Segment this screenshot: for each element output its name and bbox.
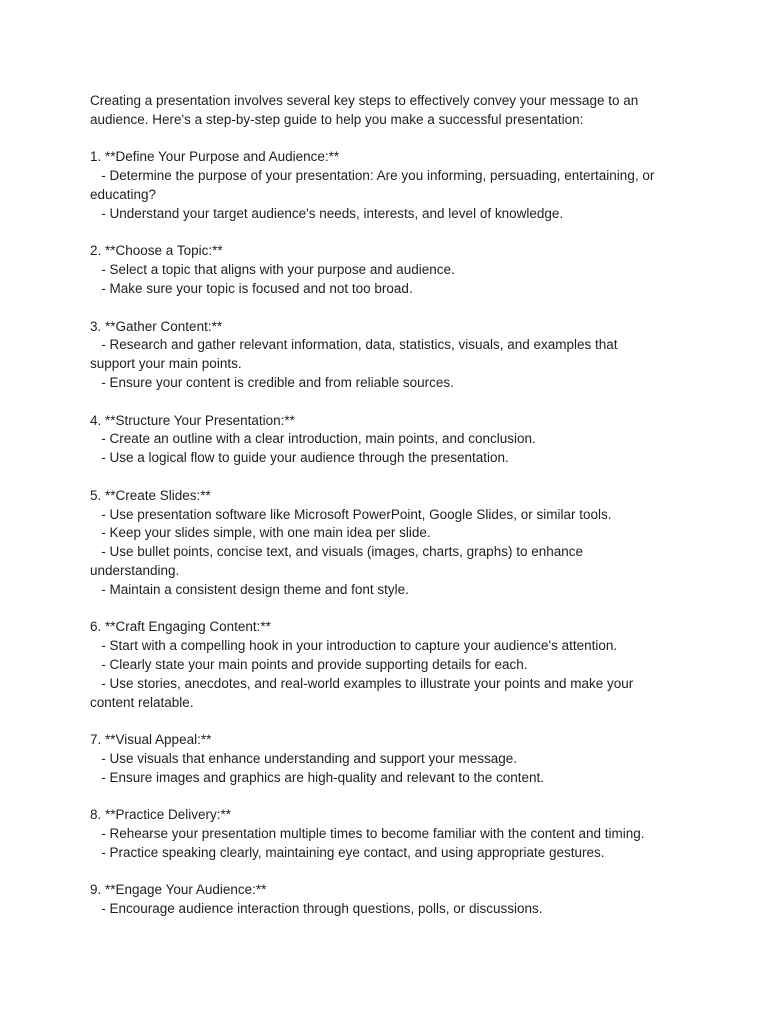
step-heading: 6. **Craft Engaging Content:** bbox=[90, 619, 271, 635]
step-detail-line: - Create an outline with a clear introduction, main points, and conclusion. bbox=[90, 431, 536, 447]
document-page bbox=[90, 92, 690, 919]
step-detail-line: - Research and gather relevant information, data, statistics, visuals, and examples that bbox=[90, 337, 618, 353]
step-detail-line: - Practice speaking clearly, maintaining eye contact, and using appropriate gestures. bbox=[90, 844, 605, 860]
step-9-section bbox=[90, 881, 690, 919]
step-heading: 4. **Structure Your Presentation:** bbox=[90, 412, 295, 428]
step-1-section bbox=[90, 148, 690, 223]
step-detail-line: support your main points. bbox=[90, 356, 242, 372]
step-2-section bbox=[90, 242, 690, 298]
step-detail-line: - Determine the purpose of your presentation: Are you informing, persuading, entertaining, or bbox=[90, 168, 655, 184]
step-detail-line: - Start with a compelling hook in your introduction to capture your audience's attention. bbox=[90, 638, 618, 654]
step-detail-line: - Use visuals that enhance understanding and support your message. bbox=[90, 750, 518, 766]
step-6-section bbox=[90, 618, 690, 712]
intro-paragraph bbox=[90, 92, 690, 130]
step-detail-line: educating? bbox=[90, 186, 157, 202]
intro-line: audience. Here's a step-by-step guide to help you make a successful presentation: bbox=[90, 111, 584, 127]
step-detail-line: - Ensure images and graphics are high-quality and relevant to the content. bbox=[90, 769, 545, 785]
step-5-section bbox=[90, 487, 690, 600]
step-detail-line: content relatable. bbox=[90, 694, 194, 710]
intro-line: Creating a presentation involves several key steps to effectively convey your message to an bbox=[90, 93, 639, 108]
step-7-section bbox=[90, 731, 690, 787]
step-detail-line: - Use bullet points, concise text, and visuals (images, charts, graphs) to enhance bbox=[90, 544, 584, 560]
step-detail-line: - Use presentation software like Microsoft PowerPoint, Google Slides, or similar tools. bbox=[90, 506, 612, 522]
step-detail-line: - Understand your target audience's needs, interests, and level of knowledge. bbox=[90, 205, 564, 221]
step-4-section bbox=[90, 412, 690, 468]
step-heading: 5. **Create Slides:** bbox=[90, 487, 211, 503]
step-heading: 9. **Engage Your Audience:** bbox=[90, 882, 267, 898]
step-detail-line: - Ensure your content is credible and from reliable sources. bbox=[90, 374, 454, 390]
step-detail-line: understanding. bbox=[90, 562, 180, 578]
step-detail-line: - Clearly state your main points and provide supporting details for each. bbox=[90, 656, 528, 672]
step-detail-line: - Keep your slides simple, with one main idea per slide. bbox=[90, 525, 431, 541]
step-heading: 8. **Practice Delivery:** bbox=[90, 807, 232, 823]
step-detail-line: - Make sure your topic is focused and not too broad. bbox=[90, 280, 413, 296]
step-8-section bbox=[90, 806, 690, 862]
step-detail-line: - Use a logical flow to guide your audience through the presentation. bbox=[90, 450, 509, 466]
step-detail-line: - Rehearse your presentation multiple times to become familiar with the content and timing. bbox=[90, 826, 645, 842]
step-detail-line: - Maintain a consistent design theme and font style. bbox=[90, 581, 409, 597]
step-detail-line: - Encourage audience interaction through questions, polls, or discussions. bbox=[90, 901, 543, 917]
step-heading: 3. **Gather Content:** bbox=[90, 318, 223, 334]
step-detail-line: - Use stories, anecdotes, and real-world examples to illustrate your points and make your bbox=[90, 675, 634, 691]
step-3-section bbox=[90, 318, 690, 393]
step-heading: 2. **Choose a Topic:** bbox=[90, 243, 223, 259]
step-heading: 1. **Define Your Purpose and Audience:** bbox=[90, 149, 340, 165]
step-heading: 7. **Visual Appeal:** bbox=[90, 732, 212, 748]
step-detail-line: - Select a topic that aligns with your purpose and audience. bbox=[90, 262, 455, 278]
